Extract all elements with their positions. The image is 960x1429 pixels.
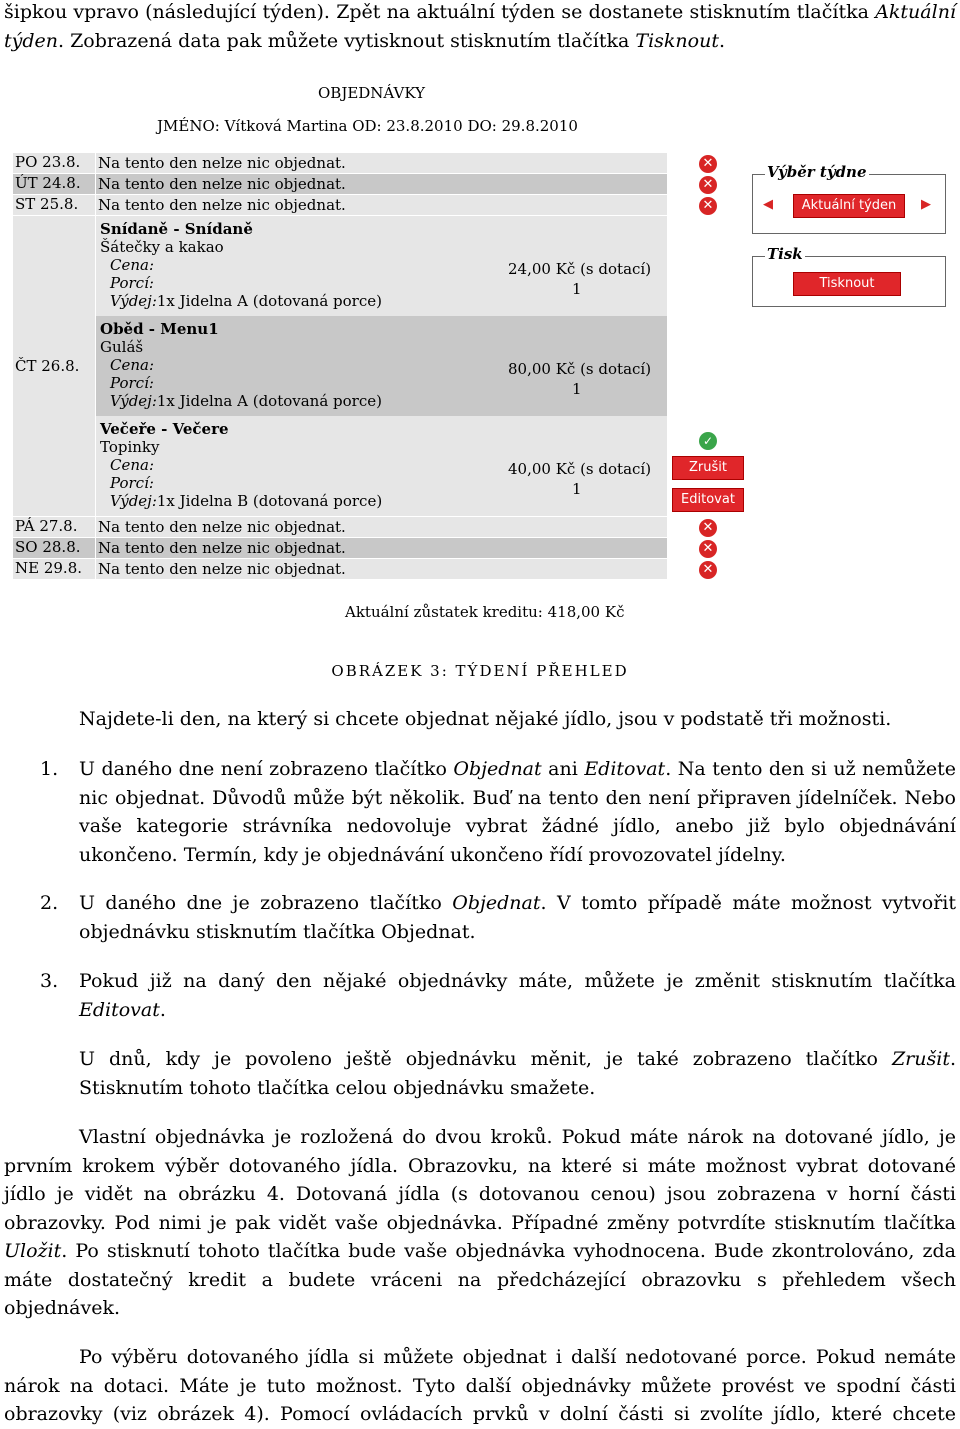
next-week-arrow-icon[interactable]: ▶	[921, 197, 931, 212]
day-label: PÁ 27.8.	[13, 517, 96, 538]
meal-dinner: Večeře - Večere Topinky Cena: Porcí: Výdej:1x Jidelna B (dotovaná porce) 40,00 Kč (s dotací) 1	[96, 416, 667, 516]
edit-order-button[interactable]: Editovat	[672, 488, 744, 512]
current-week-button[interactable]: Aktuální týden	[793, 194, 905, 218]
print-box	[752, 245, 946, 307]
list-item: 1. U daného dne není zobrazeno tlačítko Objednat ani Editovat. Na tento den si už nemůžete nic objednat. Důvodů může být několik. Buď na tento den není připraven jídelníček. Nebo vaše kategorie strávníka nedovoluje vybrat žádné jídlo, anebo již bylo objednávání ukončeno. Termín, kdy je objednávání ukončeno řídí provozovatel jídelny.	[40, 758, 956, 866]
list-item: 3. Pokud již na daný den nějaké objednávky máte, můžete je změnit stisknutím tlačítka Editovat.	[40, 970, 956, 1021]
close-icon[interactable]: ✕	[699, 176, 717, 194]
options-intro: Najdete-li den, na který si chcete objednat nějaké jídlo, jsou v podstatě tři možnosti.	[79, 708, 892, 730]
meal-price: 40,00 Kč (s dotací)	[508, 460, 652, 478]
day-message: Na tento den nelze nic objednat.	[96, 153, 668, 174]
day-label: NE 29.8.	[13, 559, 96, 580]
day-message: Na tento den nelze nic objednat.	[96, 174, 668, 195]
paragraph-order-steps: Vlastní objednávka je rozložená do dvou kroků. Pokud máte nárok na dotované jídlo, je prvním krokem výběr dotovaného jídla. Obrazovku, na které si máte možnost vybrat dotované jídlo je vidět na obrázku 4. Dotovaná jídla (s dotovanou cenou) jsou zobrazena v horní části obrazovky. Pod nimi je pak vidět vaše objednávka. Případné změny potvrdíte stisknutím tlačítka Uložit. Po stisknutí tohoto tlačítka bude vaše objednávka vyhodnocena. Bude zkontrolováno, zda máte dostatečný kredit a budete vráceni na předcházející obrazovku s přehledem všech objednávek.	[4, 1126, 956, 1319]
figure-title: OBJEDNÁVKY	[318, 84, 426, 102]
close-icon[interactable]: ✕	[699, 155, 717, 173]
close-icon[interactable]: ✕	[699, 197, 717, 215]
prev-week-arrow-icon[interactable]: ◀	[763, 197, 773, 212]
figure-header: JMÉNO: Vítková Martina OD: 23.8.2010 DO: 29.8.2010	[157, 117, 578, 135]
table-row	[13, 174, 747, 195]
meal-breakfast: Snídaně - Snídaně Šátečky a kakao Cena: Porcí: Výdej:1x Jidelna A (dotovaná porce) 24,00 Kč (s dotací) 1	[96, 216, 667, 316]
table-row	[13, 153, 747, 174]
meal-portions: 1	[572, 280, 582, 298]
table-row	[13, 538, 747, 559]
close-icon[interactable]: ✕	[699, 519, 717, 537]
cancel-order-button[interactable]: Zrušit	[672, 456, 744, 480]
order-table	[12, 152, 747, 580]
intro-paragraph: šipkou vpravo (následující týden). Zpět na aktuální týden se dostanete stisknutím tlačítka Aktuální týden. Zobrazená data pak můžete vytisknout stisknutím tlačítka Tisknout.	[4, 1, 957, 52]
list-item: 2. U daného dne je zobrazeno tlačítko Objednat. V tomto případě máte možnost vytvořit objednávku stisknutím tlačítka Objednat.	[40, 892, 957, 943]
table-row	[13, 195, 747, 216]
meal-lunch: Oběd - Menu1 Guláš Cena: Porcí: Výdej:1x Jidelna A (dotovaná porce) 80,00 Kč (s dotací) 1	[96, 316, 667, 416]
day-message: Na tento den nelze nic objednat.	[96, 517, 668, 538]
day-label: ST 25.8.	[13, 195, 96, 216]
day-message: Na tento den nelze nic objednat.	[96, 538, 668, 559]
week-select-legend: Výběr týdne	[767, 163, 867, 181]
meal-price: 24,00 Kč (s dotací)	[508, 260, 652, 278]
table-row-thursday	[13, 216, 747, 517]
day-label: PO 23.8.	[13, 153, 96, 174]
print-legend: Tisk	[767, 245, 803, 263]
meal-portions: 1	[572, 480, 582, 498]
figure-caption: OBRÁZEK 3: TÝDENÍ PŘEHLED	[331, 662, 629, 680]
list-note: U dnů, kdy je povoleno ještě objednávku měnit, je také zobrazeno tlačítko Zrušit. Stisknutím tohoto tlačítka celou objednávku smažete.	[79, 1048, 956, 1099]
day-message: Na tento den nelze nic objednat.	[96, 195, 668, 216]
meal-price: 80,00 Kč (s dotací)	[508, 360, 652, 378]
week-select-box	[752, 163, 946, 234]
table-row	[13, 559, 747, 580]
print-button[interactable]: Tisknout	[793, 272, 901, 296]
check-icon: ✓	[699, 432, 717, 450]
day-label: ČT 26.8.	[13, 216, 96, 517]
day-label: ÚT 24.8.	[13, 174, 96, 195]
meal-portions: 1	[572, 380, 582, 398]
close-icon[interactable]: ✕	[699, 540, 717, 558]
table-row	[13, 517, 747, 538]
credit-balance: Aktuální zůstatek kreditu: 418,00 Kč	[345, 603, 625, 621]
day-message: Na tento den nelze nic objednat.	[96, 559, 668, 580]
day-label: SO 28.8.	[13, 538, 96, 559]
close-icon[interactable]: ✕	[699, 561, 717, 579]
paragraph-additional-orders: Po výběru dotovaného jídla si můžete objednat i další nedotované porce. Pokud nemáte nárok na dotaci. Máte je tuto možnost. Tyto další objednávky můžete provést ve spodní části obrazovky (viz obrázek 4). Pomocí ovládacích prvků v dolní části si zvolíte jídlo, které chcete	[4, 1346, 956, 1425]
